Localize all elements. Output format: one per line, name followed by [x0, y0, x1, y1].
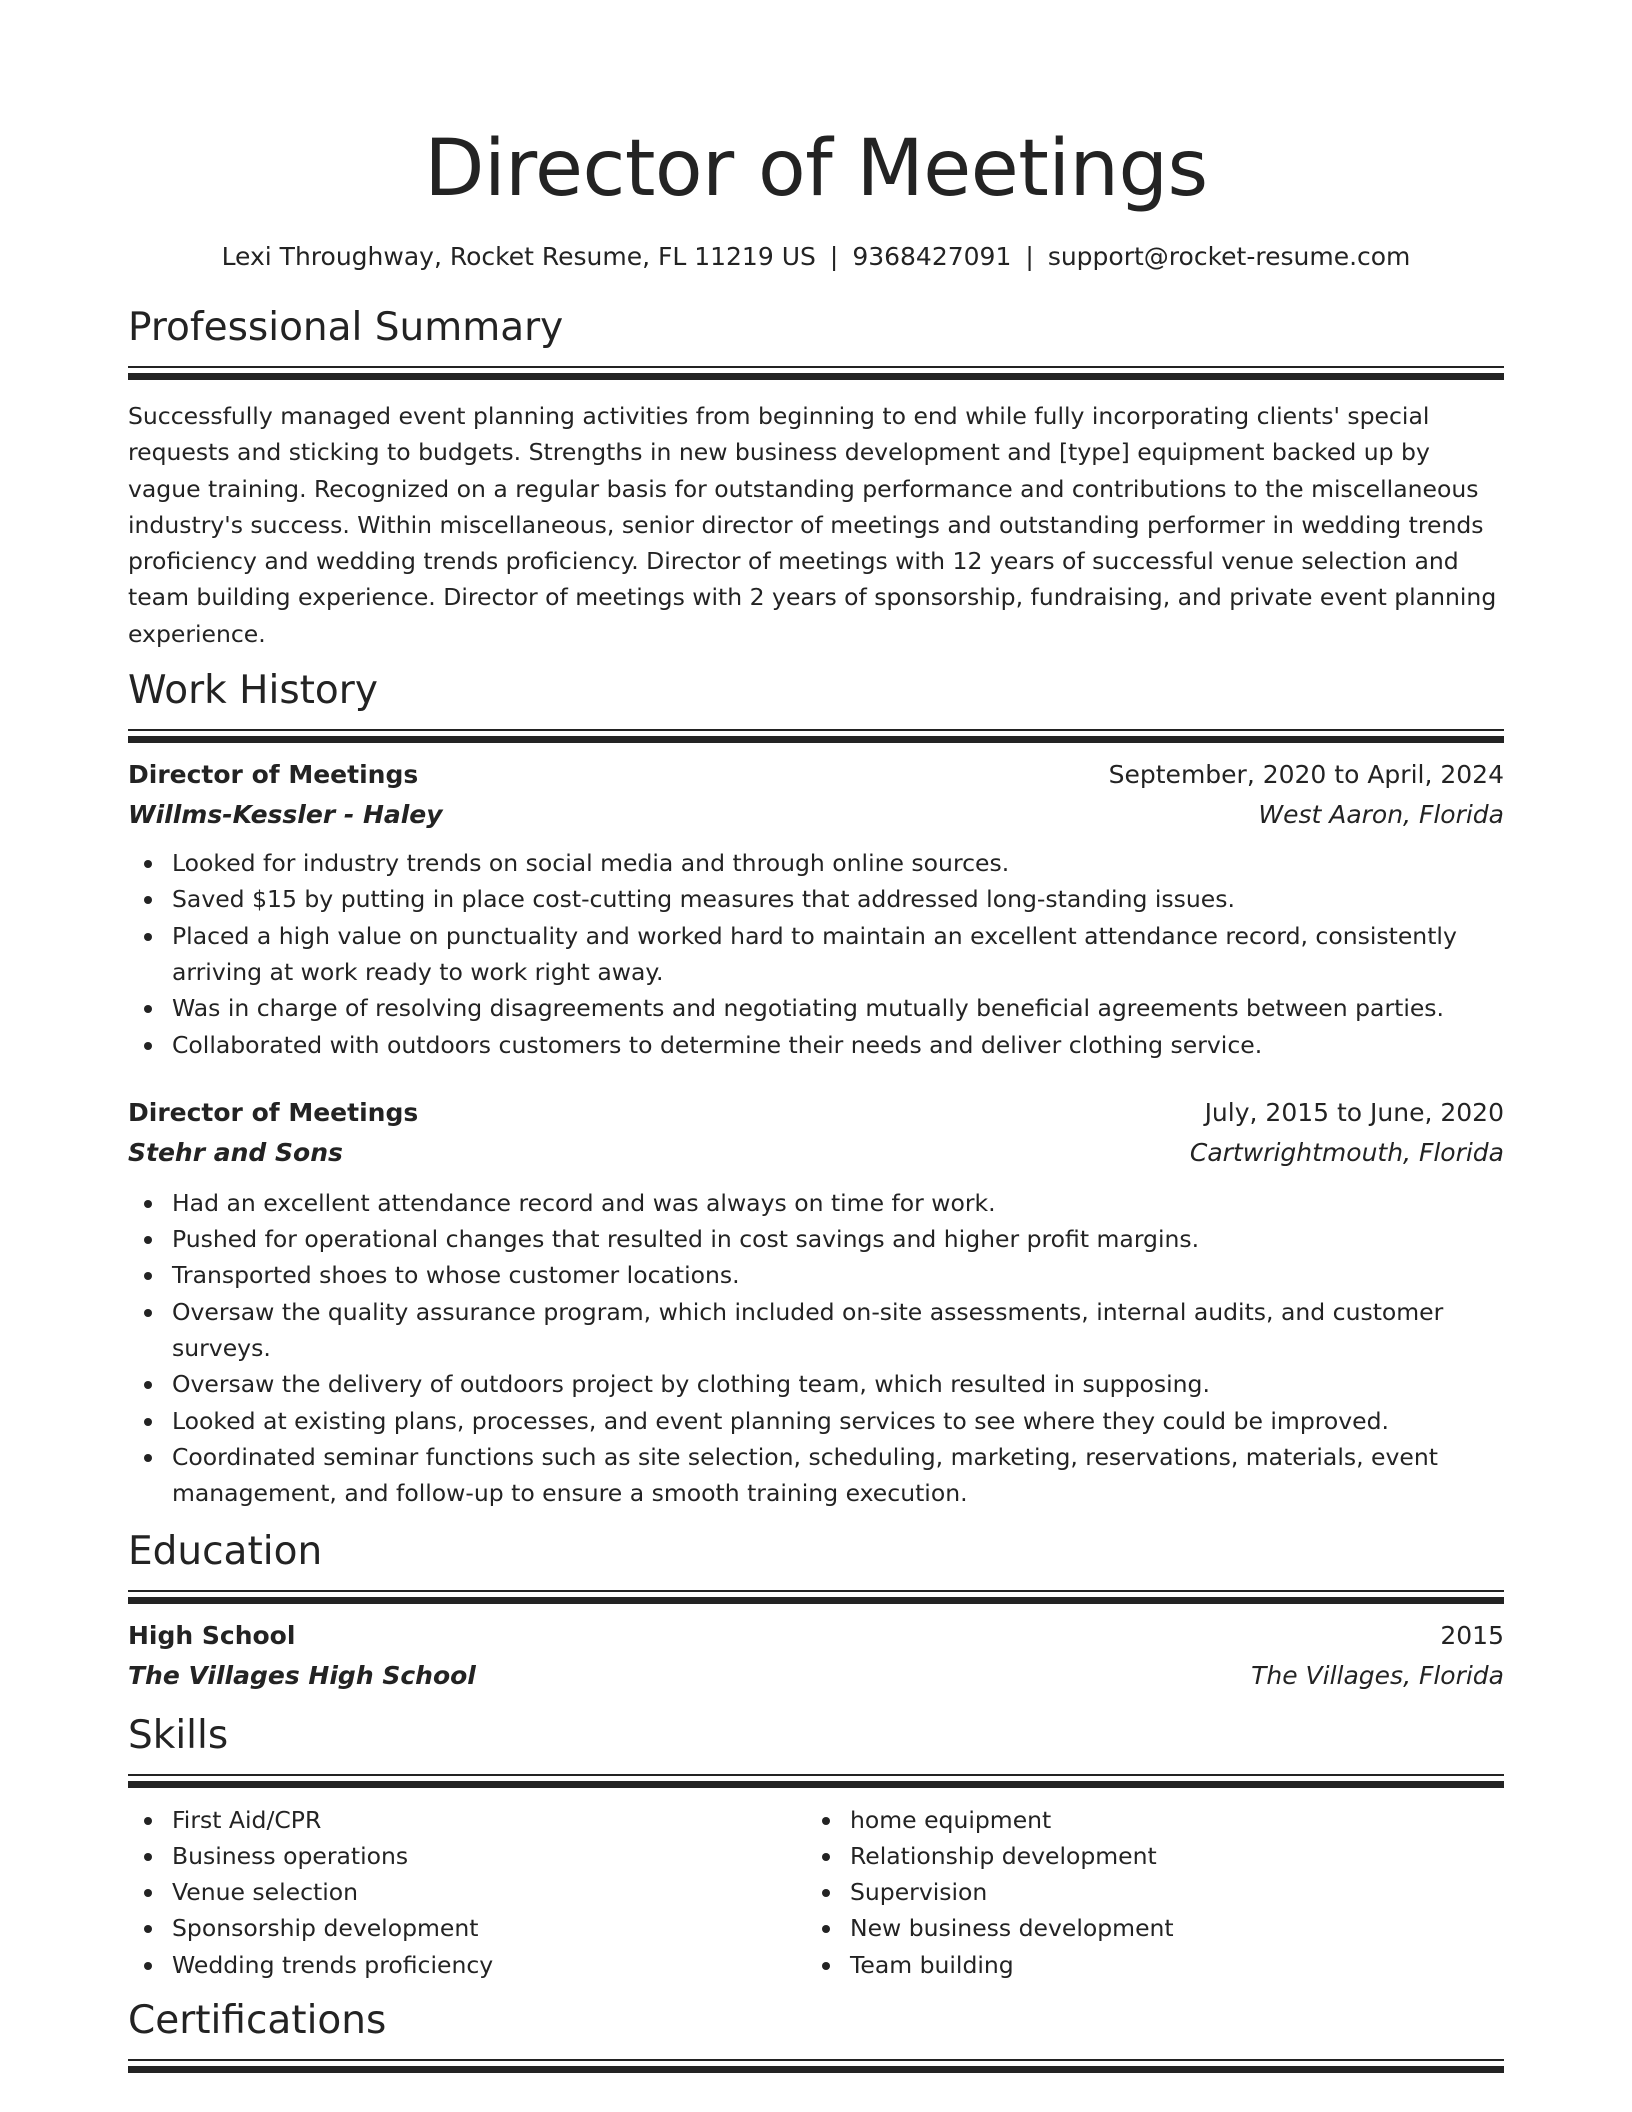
section-title-work-history: Work History [128, 668, 378, 714]
section-divider [128, 2059, 1504, 2073]
contact-separator: | [829, 242, 839, 271]
list-item: Placed a high value on punctuality and worked hard to maintain an excellent attendance record, consistently arriving at work ready to work right away. [128, 918, 1504, 991]
education-section [128, 1528, 1504, 1696]
resume-title: Director of Meetings [424, 124, 1208, 214]
skill-item: Supervision [806, 1874, 1484, 1910]
job-location: Cartwrightmouth, Florida [1189, 1137, 1504, 1167]
section-title-education: Education [128, 1528, 323, 1574]
summary-section [128, 304, 1504, 652]
job-entry [128, 1093, 1504, 1512]
contact-phone: 9368427091 [852, 242, 1012, 271]
section-divider [128, 729, 1504, 743]
list-item: Pushed for operational changes that resulted in cost savings and higher profit margins. [128, 1221, 1504, 1257]
job-title: Director of Meetings [128, 1097, 419, 1127]
job-company: Stehr and Sons [128, 1137, 343, 1167]
section-title-skills: Skills [128, 1712, 229, 1758]
contact-separator: | [1025, 242, 1034, 271]
list-item: Saved $15 by putting in place cost-cutting measures that addressed long-standing issues. [128, 881, 1504, 917]
skill-item: Wedding trends proficiency [128, 1947, 806, 1983]
education-school: The Villages High School [128, 1660, 476, 1690]
job-location: West Aaron, Florida [1258, 800, 1504, 830]
job-entry [128, 755, 1504, 1063]
skill-item: home equipment [806, 1802, 1484, 1838]
job-dates: July, 2015 to June, 2020 [1204, 1097, 1504, 1127]
list-item: Coordinated seminar functions such as site selection, scheduling, marketing, reservations, materials, event management, and follow-up to ensure a smooth training execution. [128, 1439, 1504, 1512]
section-divider [128, 1774, 1504, 1788]
contact-address: Lexi Throughway, Rocket Resume, FL 11219 US [221, 242, 816, 271]
job-bullets [128, 1185, 1504, 1512]
skill-item: First Aid/CPR [128, 1802, 806, 1838]
work-history-section [128, 667, 1504, 1511]
skills-list-left [128, 1802, 806, 1983]
contact-line [128, 240, 1504, 274]
skill-item: Team building [806, 1947, 1484, 1983]
list-item: Looked for industry trends on social media and through online sources. [128, 845, 1504, 881]
list-item: Had an excellent attendance record and was always on time for work. [128, 1185, 1504, 1221]
section-title-certifications: Certifications [128, 1998, 387, 2044]
list-item: Was in charge of resolving disagreements and negotiating mutually beneficial agreements between parties. [128, 990, 1504, 1026]
education-location: The Villages, Florida [1251, 1660, 1504, 1690]
education-year: 2015 [1440, 1620, 1504, 1650]
skills-section [128, 1712, 1504, 1983]
section-title-summary: Professional Summary [128, 305, 564, 350]
section-divider [128, 1590, 1504, 1604]
summary-text: Successfully managed event planning activities from beginning to end while fully incorporating clients' special requests and sticking to budgets. Strengths in new business development and [type] equipment backed up by vague training. Recognized on a regular basis for outstanding performance and contributions to the miscellaneous industry's success. Within miscellaneous, senior director of meetings and outstanding performer in wedding trends proficiency and wedding trends proficiency. Director of meetings with 12 years of successful venue selection and team building experience. Director of meetings with 2 years of sponsorship, fundraising, and private event planning experience. [128, 402, 1497, 648]
skill-item: Relationship development [806, 1838, 1484, 1874]
skill-item: Venue selection [128, 1874, 806, 1910]
skill-item: Sponsorship development [128, 1910, 806, 1946]
job-bullets [128, 845, 1504, 1063]
list-item: Oversaw the delivery of outdoors project by clothing team, which resulted in supposing. [128, 1366, 1504, 1402]
certifications-section [128, 1997, 1504, 2073]
list-item: Collaborated with outdoors customers to determine their needs and deliver clothing service. [128, 1027, 1504, 1063]
skill-item: New business development [806, 1910, 1484, 1946]
contact-email: support@rocket-resume.com [1047, 242, 1411, 271]
job-title: Director of Meetings [128, 760, 419, 790]
skills-columns [128, 1802, 1504, 1983]
list-item: Oversaw the quality assurance program, which included on-site assessments, internal audits, and customer surveys. [128, 1294, 1504, 1367]
education-degree: High School [128, 1620, 296, 1650]
skill-item: Business operations [128, 1838, 806, 1874]
list-item: Looked at existing plans, processes, and event planning services to see where they could be improved. [128, 1403, 1504, 1439]
education-entry [128, 1616, 1504, 1696]
list-item: Transported shoes to whose customer locations. [128, 1257, 1504, 1293]
section-divider [128, 366, 1504, 380]
job-dates: September, 2020 to April, 2024 [1108, 760, 1504, 790]
skills-list-right [806, 1802, 1484, 1983]
resume-page [128, 0, 1504, 2073]
job-company: Willms-Kessler - Haley [128, 800, 443, 830]
